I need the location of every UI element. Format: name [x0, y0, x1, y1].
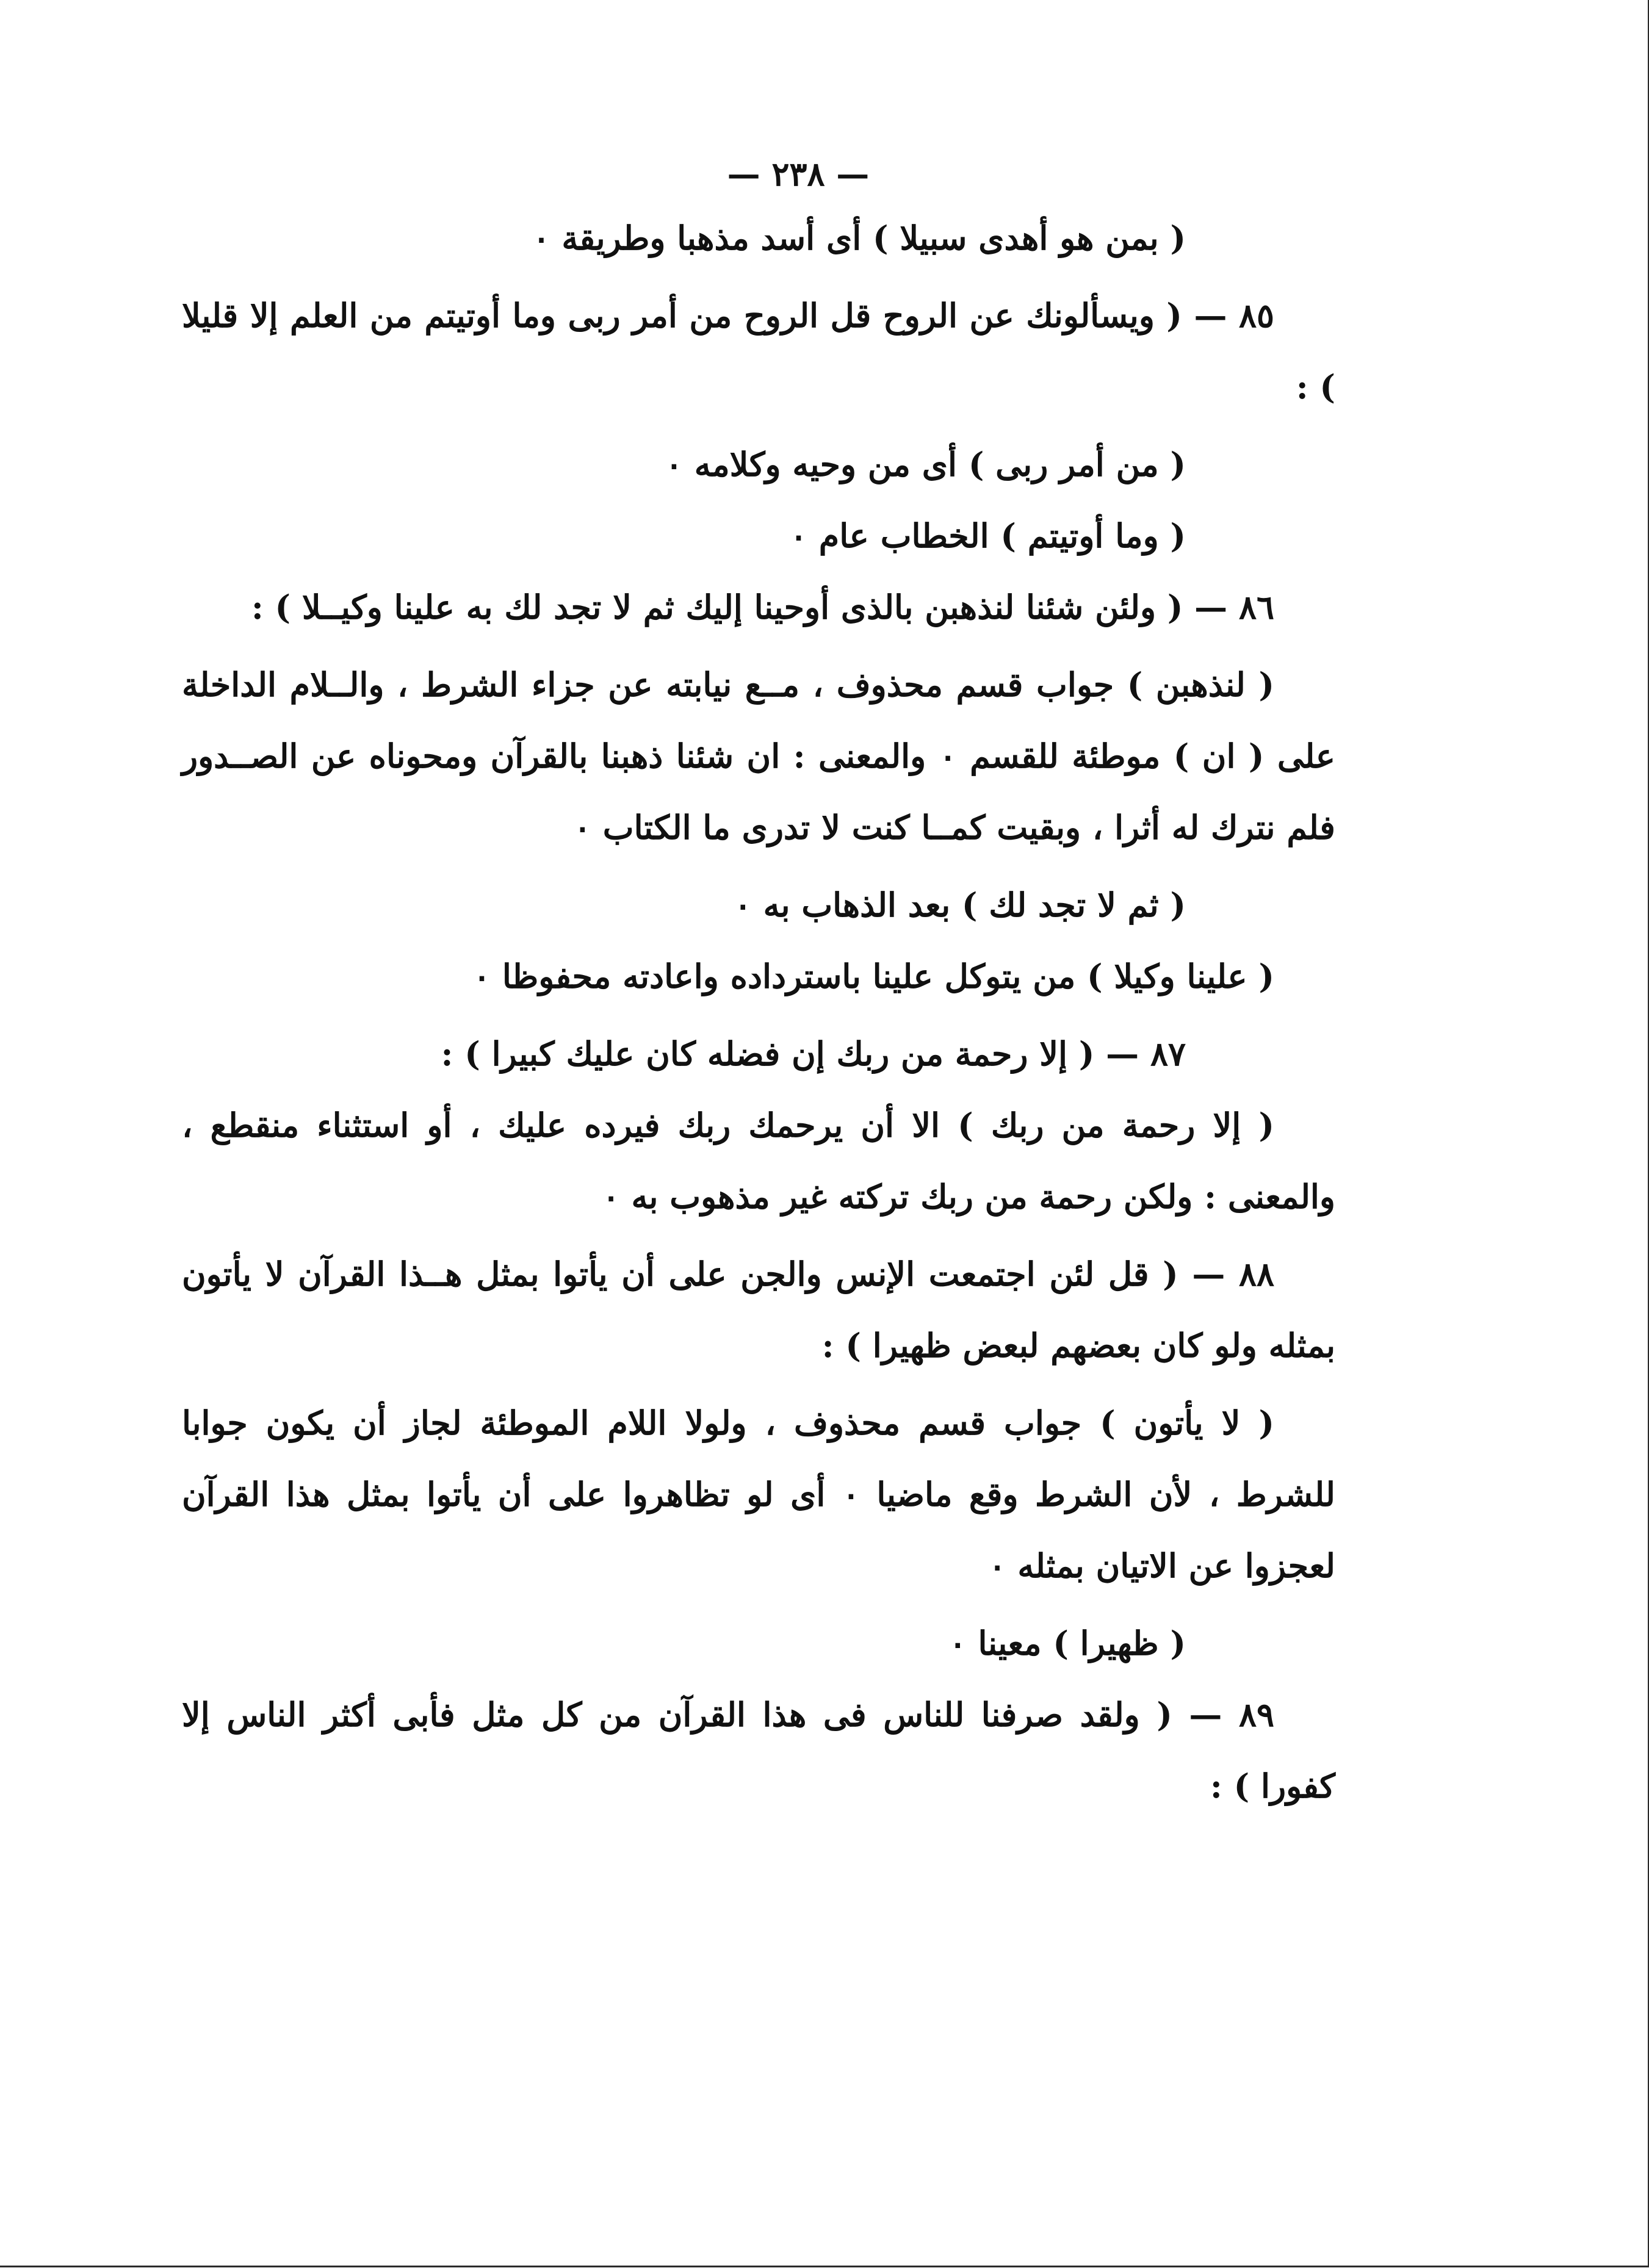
paragraph-8: ( علينا وكيلا ) من يتوكل علينا باسترداده واعادته محفوظا ٠ [473, 957, 1274, 996]
paragraph-6: ( لنذهبن ) جواب قسم محذوف ، مــع نيابته عن جزاء الشرط ، والــلام الداخلة على ( ان ) موطئة للقسم ٠ والمعنى : ان شئنا ذهبنا بالقرآن ومحوناه عن الصــدور فلم نترك له أثرا ، وبقيت كمــا كنت لا تدرى ما الكتاب ٠ [182, 665, 1335, 847]
page-content [182, 145, 1335, 1822]
paragraph-3: ( من أمر ربى ) أى من وحيه وكلامه ٠ [665, 445, 1186, 484]
verse-87: ٨٧ — ( إلا رحمة من ربك إن فضله كان عليك كبيرا ) : [441, 1034, 1186, 1073]
verse-85: ٨٥ — ( ويسألونك عن الروح قل الروح من أمر ربى وما أوتيتم من العلم إلا قليلا ) : [182, 296, 1335, 406]
page-number: — ٢٣٨ — [727, 154, 870, 193]
verse-88: ٨٨ — ( قل لئن اجتمعت الإنس والجن على أن يأتوا بمثل هــذا القرآن لا يأتون بمثله ولو كان بعضهم لبعض ظهيرا ) : [182, 1255, 1335, 1365]
paragraph-1: ( بمن هو أهدى سبيلا ) أى أسد مذهبا وطريقة ٠ [532, 218, 1186, 257]
verse-89: ٨٩ — ( ولقد صرفنا للناس فى هذا القرآن من كل مثل فأبى أكثر الناس إلا كفورا ) : [182, 1695, 1335, 1805]
paragraph-10: ( إلا رحمة من ربك ) الا أن يرحمك ربك فيرده عليك ، أو استثناء منقطع ، والمعنى : ولكن رحمة من ربك تركته غير مذهوب به ٠ [182, 1106, 1335, 1216]
paragraph-13: ( ظهيرا ) معينا ٠ [948, 1624, 1186, 1663]
paragraph-4: ( وما أوتيتم ) الخطاب عام ٠ [789, 516, 1186, 555]
paragraph-7: ( ثم لا تجد لك ) بعد الذهاب به ٠ [734, 885, 1186, 924]
paragraph-12: ( لا يأتون ) جواب قسم محذوف ، ولولا اللام الموطئة لجاز أن يكون جوابا للشرط ، لأن الشرط وقع ماضيا ٠ أى لو تظاهروا على أن يأتوا بمثل هذا القرآن لعجزوا عن الاتيان بمثله ٠ [182, 1403, 1335, 1585]
verse-86: ٨٦ — ( ولئن شئنا لنذهبن بالذى أوحينا إليك ثم لا تجد لك به علينا وكيــلا ) : [251, 588, 1274, 627]
